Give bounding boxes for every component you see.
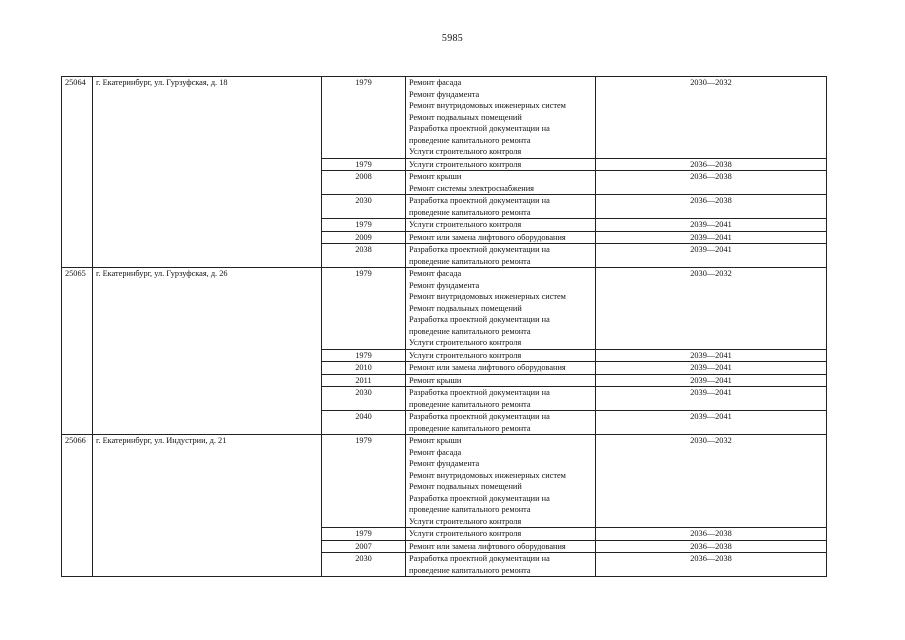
period-cell: 2039—2041 [596, 411, 827, 435]
year-cell: 2007 [322, 540, 406, 553]
year-cell: 2038 [322, 244, 406, 268]
period-cell: 2030—2032 [596, 268, 827, 350]
work-item: Ремонт внутридомовых инженерных систем [409, 101, 566, 110]
work-item: Ремонт внутридомовых инженерных систем [409, 292, 566, 301]
work-item: Ремонт крыши [409, 172, 462, 181]
page-number: 5985 [441, 33, 464, 44]
work-item: Ремонт фасада [409, 447, 462, 457]
year-cell: 2009 [322, 231, 406, 244]
works-cell [406, 195, 596, 219]
work-item: проведение капитального ремонта [409, 423, 531, 433]
work-item: Ремонт фундамента [409, 459, 480, 468]
work-item: Ремонт фундамента [409, 280, 480, 290]
work-item: Разработка проектной документации на [409, 388, 550, 397]
works-cell [406, 374, 596, 387]
work-item: Услуги строительного контроля [409, 159, 522, 169]
work-item: Разработка проектной документации на [409, 493, 550, 503]
works-cell [406, 231, 596, 244]
work-item: проведение капитального ремонта [409, 256, 531, 266]
year-cell: 1979 [322, 349, 406, 362]
period-cell: 2030—2032 [596, 435, 827, 528]
table-row [62, 435, 827, 528]
period-cell: 2039—2041 [596, 231, 827, 244]
work-item: проведение капитального ремонта [409, 326, 531, 336]
works-cell [406, 540, 596, 553]
works-cell [406, 77, 596, 159]
work-item: Ремонт системы электроснабжения [409, 183, 534, 193]
work-item: Услуги строительного контроля [409, 529, 522, 538]
works-cell [406, 244, 596, 268]
work-item: Ремонт подвальных помещений [409, 482, 522, 491]
work-item: Ремонт внутридомовых инженерных систем [409, 470, 566, 480]
works-cell [406, 387, 596, 411]
works-cell [406, 219, 596, 232]
period-cell: 2039—2041 [596, 219, 827, 232]
work-item: Разработка проектной документации на [409, 315, 550, 324]
year-cell: 1979 [322, 435, 406, 528]
works-cell [406, 528, 596, 541]
year-cell: 2040 [322, 411, 406, 435]
work-item: Услуги строительного контроля [409, 350, 522, 360]
period-cell: 2039—2041 [596, 349, 827, 362]
work-item: Ремонт или замена лифтового оборудования [409, 363, 566, 372]
year-cell: 2030 [322, 387, 406, 411]
work-item: Разработка проектной документации на [409, 196, 550, 205]
work-item: Разработка проектной документации на [409, 245, 550, 254]
year-cell: 1979 [322, 268, 406, 350]
year-cell: 2010 [322, 362, 406, 375]
work-item: Ремонт фасада [409, 78, 462, 87]
year-cell: 1979 [322, 219, 406, 232]
period-cell: 2039—2041 [596, 374, 827, 387]
work-item: Ремонт подвальных помещений [409, 112, 522, 122]
work-item: проведение капитального ремонта [409, 505, 531, 514]
period-cell: 2036—2038 [596, 553, 827, 577]
work-item: Услуги строительного контроля [409, 147, 522, 156]
works-cell [406, 362, 596, 375]
object-address: г. Екатеринбург, ул. Гурзуфская, д. 26 [93, 268, 322, 435]
period-cell: 2036—2038 [596, 195, 827, 219]
work-item: Услуги строительного контроля [409, 338, 522, 347]
work-item: проведение капитального ремонта [409, 399, 531, 409]
capital-repair-table [61, 76, 827, 577]
work-item: Ремонт крыши [409, 436, 462, 445]
work-item: Ремонт фундамента [409, 89, 480, 99]
works-cell [406, 411, 596, 435]
work-item: Ремонт или замена лифтового оборудования [409, 232, 566, 242]
year-cell: 2011 [322, 374, 406, 387]
year-cell: 1979 [322, 528, 406, 541]
period-cell: 2030—2032 [596, 77, 827, 159]
works-cell [406, 349, 596, 362]
object-address: г. Екатеринбург, ул. Гурзуфская, д. 18 [93, 77, 322, 268]
work-item: Услуги строительного контроля [409, 220, 522, 229]
table-row [62, 77, 827, 159]
work-item: проведение капитального ремонта [409, 207, 531, 217]
period-cell: 2036—2038 [596, 528, 827, 541]
year-cell: 2030 [322, 195, 406, 219]
period-cell: 2039—2041 [596, 362, 827, 375]
object-id: 25065 [62, 268, 93, 435]
year-cell: 1979 [322, 77, 406, 159]
period-cell: 2039—2041 [596, 387, 827, 411]
work-item: Разработка проектной документации на [409, 554, 550, 563]
works-cell [406, 158, 596, 171]
period-cell: 2036—2038 [596, 540, 827, 553]
works-cell [406, 268, 596, 350]
works-cell [406, 553, 596, 577]
works-cell [406, 435, 596, 528]
object-id: 25066 [62, 435, 93, 577]
work-item: Ремонт или замена лифтового оборудования [409, 541, 566, 551]
work-item: Разработка проектной документации на [409, 124, 550, 133]
object-id: 25064 [62, 77, 93, 268]
work-item: Ремонт фасада [409, 269, 462, 278]
year-cell: 1979 [322, 158, 406, 171]
work-item: Услуги строительного контроля [409, 516, 522, 526]
period-cell: 2036—2038 [596, 158, 827, 171]
period-cell: 2039—2041 [596, 244, 827, 268]
work-item: Разработка проектной документации на [409, 412, 550, 421]
year-cell: 2030 [322, 553, 406, 577]
object-address: г. Екатеринбург, ул. Индустрии, д. 21 [93, 435, 322, 577]
work-item: проведение капитального ремонта [409, 135, 531, 145]
work-item: проведение капитального ремонта [409, 565, 531, 575]
works-cell [406, 171, 596, 195]
work-item: Ремонт подвальных помещений [409, 303, 522, 313]
table-body [62, 77, 827, 577]
work-item: Ремонт крыши [409, 375, 462, 385]
table-row [62, 268, 827, 350]
year-cell: 2008 [322, 171, 406, 195]
period-cell: 2036—2038 [596, 171, 827, 195]
